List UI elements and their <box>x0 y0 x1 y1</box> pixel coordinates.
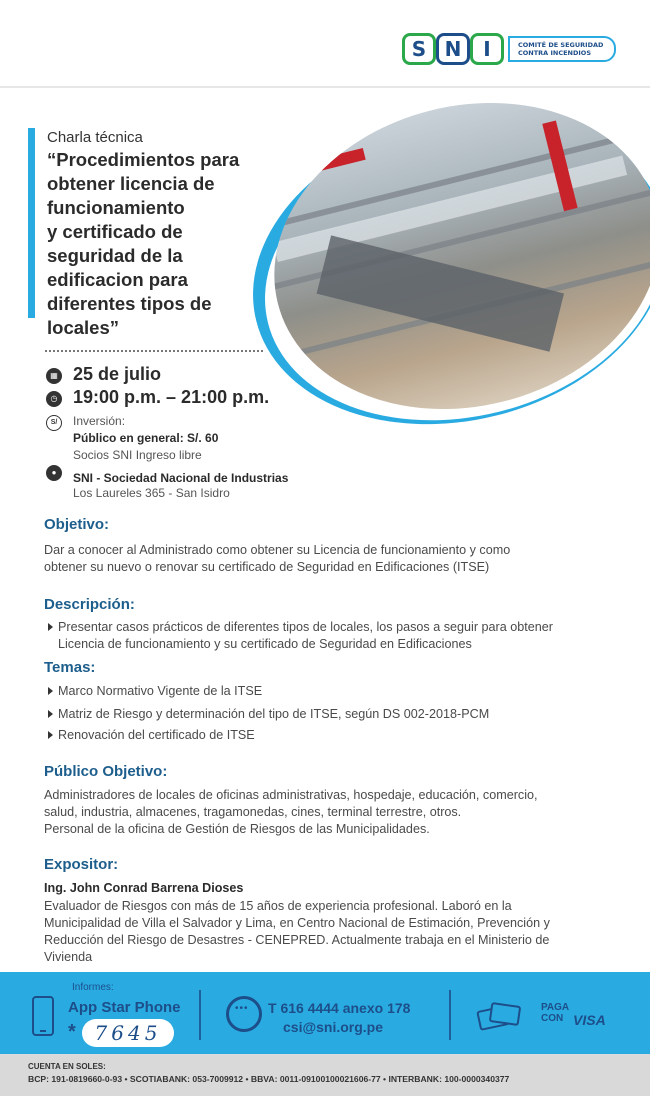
star-symbol: * <box>68 1021 76 1043</box>
publico-title: Público Objetivo: <box>44 763 168 780</box>
title-line: diferentes tipos de <box>47 293 212 314</box>
talk-subtitle: Charla técnica <box>47 129 143 146</box>
objetivo-title: Objetivo: <box>44 516 110 533</box>
title-line: locales” <box>47 317 119 338</box>
logo-tagline <box>508 36 616 62</box>
expositor-line: Municipalidad de Villa el Salvador y Lima, en Centro Nacional de Estimación, Prevención y <box>44 916 550 930</box>
expositor-line: Reducción del Riesgo de Desastres - CENEPRED. Actualmente trabaja en el Ministerio de <box>44 933 550 947</box>
logo-letter-s: S <box>402 33 436 65</box>
publico-text <box>44 787 604 838</box>
bank-account-list: BCP: 191-0819660-0-93 • SCOTIABANK: 053-7009912 • BBVA: 0011-09100100021606-77 • INTERBANK: 100-0000340377 <box>28 1074 510 1084</box>
descripcion-line: Presentar casos prácticos de diferentes tipos de locales, los pasos a seguir para obtener <box>58 620 553 634</box>
band-divider <box>449 990 451 1040</box>
star-phone-code[interactable]: 7645 <box>82 1019 174 1047</box>
temas-title: Temas: <box>44 659 96 676</box>
expositor-name: Ing. John Conrad Barrena Dioses <box>44 881 244 895</box>
expositor-title: Expositor: <box>44 856 119 873</box>
money-icon: S/ <box>46 415 62 431</box>
title-line: funcionamiento <box>47 197 185 218</box>
logo-tagline-line2: CONTRA INCENDIOS <box>518 49 591 57</box>
location-icon: ● <box>46 465 62 481</box>
title-accent-bar <box>28 128 35 318</box>
temas-item <box>48 683 604 700</box>
event-time: 19:00 p.m. – 21:00 p.m. <box>73 387 270 407</box>
publico-line: salud, industria, almacenes, tragamonedas, cines, terminal terrestre, otros. <box>44 805 462 819</box>
contact-band <box>0 972 650 1054</box>
expositor-line: Evaluador de Riesgos con más de 15 años de experiencia profesional. Laboró en la <box>44 899 512 913</box>
talk-title <box>47 148 267 340</box>
venue-address: Los Laureles 365 - San Isidro <box>73 486 230 500</box>
con-label: CON <box>541 1013 564 1024</box>
bullet-triangle-icon <box>48 731 53 739</box>
objetivo-line: obtener su nuevo o renovar su certificado de Seguridad en Edificaciones (ITSE) <box>44 560 490 574</box>
bullet-triangle-icon <box>48 623 53 631</box>
descripcion-title: Descripción: <box>44 596 135 613</box>
contact-email[interactable]: csi@sni.org.pe <box>283 1019 384 1035</box>
photo-red-beam <box>305 148 366 174</box>
objetivo-line: Dar a conocer al Administrado como obtener su Licencia de funcionamiento y como <box>44 543 511 557</box>
publico-line: Administradores de locales de oficinas administrativas, hospedaje, educación, comercio, <box>44 788 538 802</box>
bank-title: CUENTA EN SOLES: <box>28 1062 106 1071</box>
smartphone-icon <box>32 996 54 1036</box>
headset-icon <box>226 996 262 1032</box>
title-line: obtener licencia de <box>47 173 215 194</box>
paga-con-label <box>541 1002 569 1024</box>
photo-escalator <box>317 235 564 351</box>
public-price: Público en general: S/. 60 <box>73 431 219 445</box>
header <box>0 0 650 88</box>
band-divider <box>199 990 201 1040</box>
credit-card-icon <box>478 1000 522 1030</box>
calendar-icon: ▦ <box>46 368 62 384</box>
logo-letter-n: N <box>436 33 470 65</box>
bank-accounts <box>0 1054 650 1096</box>
mall-interior-photo <box>242 92 650 442</box>
visa-logo: VISA <box>573 1012 606 1028</box>
title-line: edificacion para <box>47 269 188 290</box>
expositor-bio <box>44 898 604 966</box>
bullet-triangle-icon <box>48 710 53 718</box>
bullet-triangle-icon <box>48 687 53 695</box>
card-shape <box>489 1002 521 1026</box>
descripcion-item <box>48 619 604 653</box>
logo-tagline-line1: COMITÉ DE SEGURIDAD <box>518 41 604 49</box>
informes-label: Informes: <box>72 982 114 993</box>
objetivo-text <box>44 542 604 576</box>
clock-icon: ◷ <box>46 391 62 407</box>
sni-logo[interactable] <box>402 30 618 70</box>
app-star-phone-label: App Star Phone <box>68 999 181 1016</box>
title-line: y certificado de <box>47 221 183 242</box>
publico-line: Personal de la oficina de Gestión de Riesgos de las Municipalidades. <box>44 822 430 836</box>
logo-letter-i: I <box>470 33 504 65</box>
title-line: “Procedimientos para <box>47 149 240 170</box>
temas-item <box>48 706 604 723</box>
dotted-divider <box>45 350 263 352</box>
investment-label: Inversión: <box>73 414 126 428</box>
temas-item-text: Renovación del certificado de ITSE <box>58 728 255 742</box>
temas-item-text: Matriz de Riesgo y determinación del tipo de ITSE, según DS 002-2018-PCM <box>58 707 490 721</box>
temas-item-text: Marco Normativo Vigente de la ITSE <box>58 684 263 698</box>
venue-name: SNI - Sociedad Nacional de Industrias <box>73 471 289 485</box>
event-date: 25 de julio <box>73 364 162 384</box>
expositor-line: Vivienda <box>44 950 93 964</box>
descripcion-line: Licencia de funcionamiento y su certificado de Seguridad en Edificaciones <box>58 637 472 651</box>
temas-item <box>48 727 604 744</box>
paga-label: PAGA <box>541 1002 570 1013</box>
title-line: seguridad de la <box>47 245 183 266</box>
members-price: Socios SNI Ingreso libre <box>73 448 202 462</box>
phone-number[interactable]: T 616 4444 anexo 178 <box>268 1000 411 1016</box>
mall-photo-area <box>240 92 650 442</box>
photo-red-column <box>542 120 577 211</box>
